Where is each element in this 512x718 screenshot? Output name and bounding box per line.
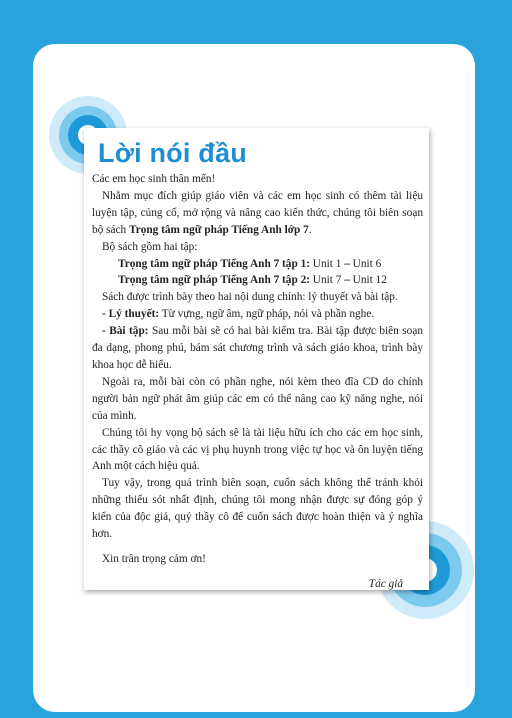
intro-paragraph: Nhằm mục đích giúp giáo viên và các em học sinh có thêm tài liệu luyện tập, củng cố, mở rộng và nâng cao kiến thức, chúng tôi biên soạn bộ sách Trọng tâm ngữ pháp Tiếng Anh lớp 7.	[92, 189, 423, 236]
listening-paragraph: Ngoài ra, mỗi bài còn có phần nghe, nói kèm theo đĩa CD do chính người bản ngữ phát âm giúp các em có thể nâng cao kỹ năng nghe, nói của mình.	[92, 375, 423, 422]
exercise-item: - Bài tập: Sau mỗi bài sẽ có hai bài kiểm tra. Bài tập được biên soạn đa dạng, phong phú, bám sát chương trình và sách giáo khoa, trình bày khoa học dễ hiểu.	[92, 325, 423, 371]
content-intro: Sách được trình bày theo hai nội dung chính: lý thuyết và bài tập.	[102, 291, 398, 304]
hope-paragraph: Chúng tôi hy vọng bộ sách sẽ là tài liệu hữu ích cho các em học sinh, các thầy cô giáo và các vị phụ huynh trong việc tự học và ôn luyện tiếng Anh một cách hiệu quả.	[92, 426, 423, 473]
closing-line: Xin trân trọng cảm ơn!	[102, 552, 206, 565]
theory-item: - Lý thuyết: Từ vựng, ngữ âm, ngữ pháp, nói và phần nghe.	[102, 308, 375, 321]
author-signature: Tác giả	[368, 577, 403, 590]
volume-1: Trọng tâm ngữ pháp Tiếng Anh 7 tập 1: Unit 1 – Unit 6	[118, 257, 382, 270]
page-title: Lời nói đầu	[98, 138, 247, 168]
volume-2: Trọng tâm ngữ pháp Tiếng Anh 7 tập 2: Unit 7 – Unit 12	[118, 274, 387, 287]
book-title: Trọng tâm ngữ pháp Tiếng Anh lớp 7	[129, 223, 309, 236]
greeting: Các em học sinh thân mến!	[92, 173, 216, 185]
preface-body	[92, 171, 423, 593]
feedback-paragraph: Tuy vậy, trong quá trình biên soạn, cuốn sách không thể tránh khỏi những thiếu sót nhất định, chúng tôi mong nhận được sự đóng góp ý kiến của độc giả, quý thầy cô để cuốn sách được hoàn thiện và ý nghĩa hơn.	[92, 477, 423, 541]
set-intro: Bộ sách gồm hai tập:	[102, 240, 198, 253]
